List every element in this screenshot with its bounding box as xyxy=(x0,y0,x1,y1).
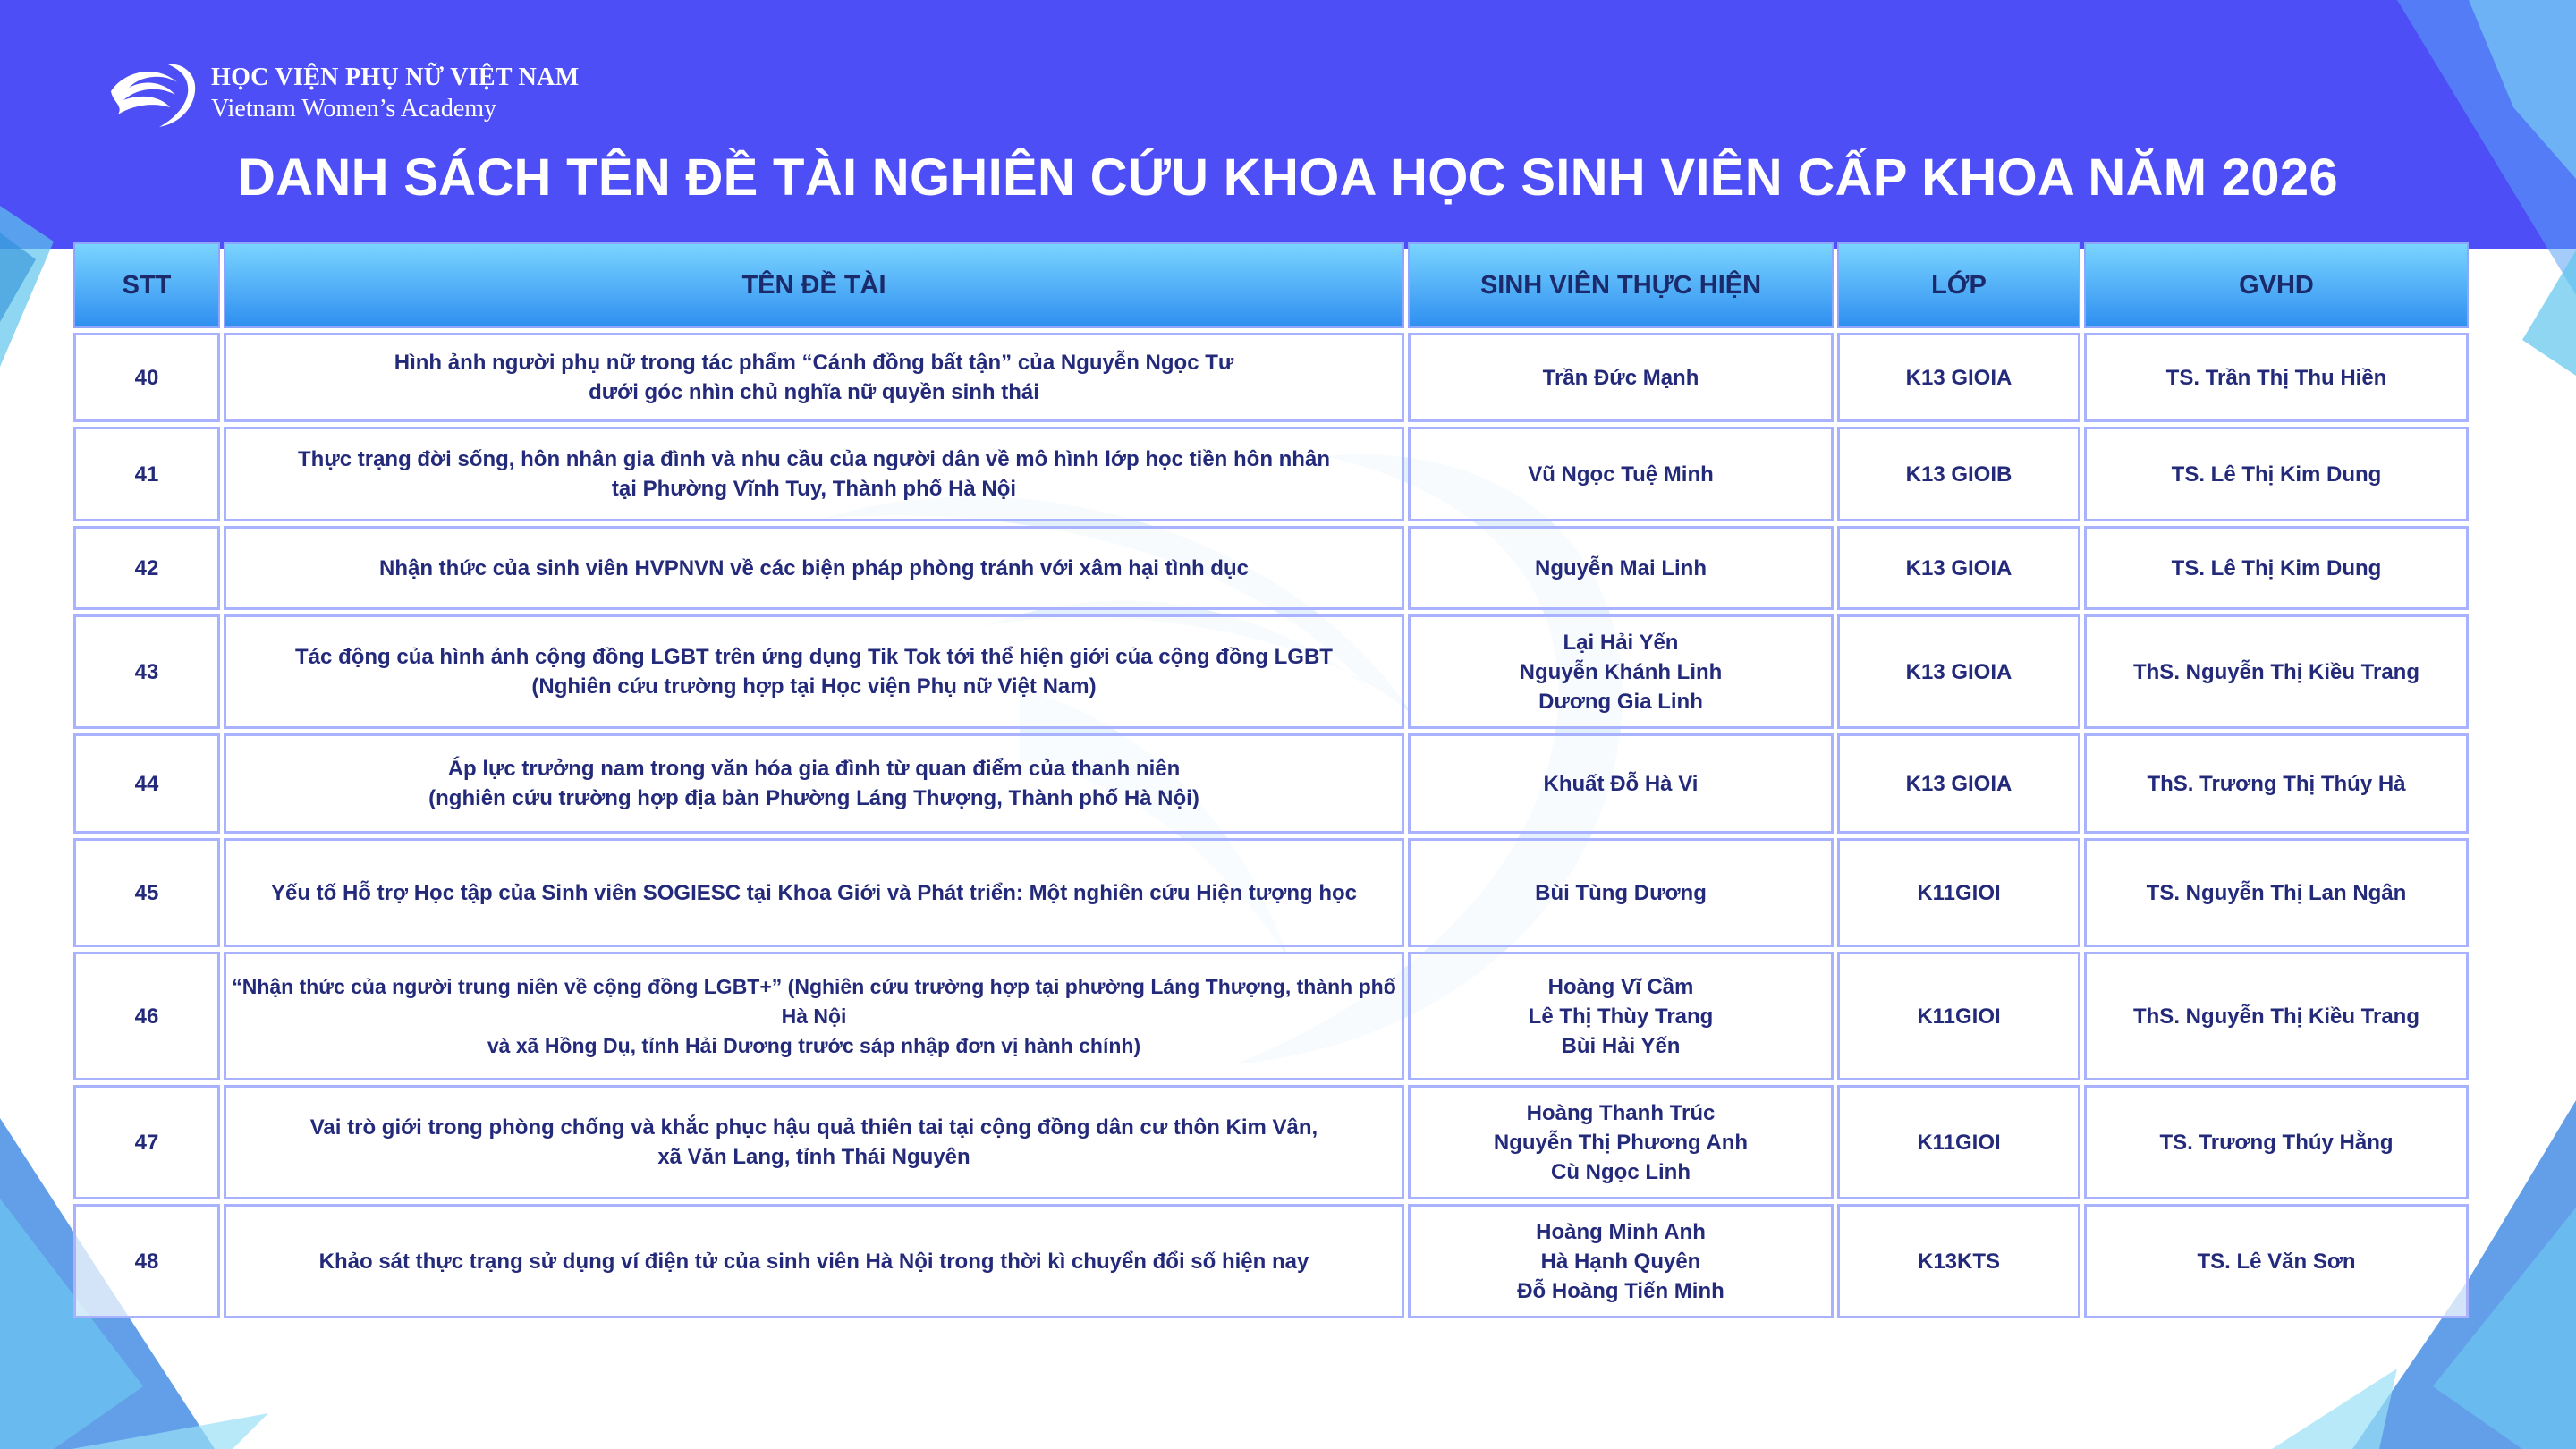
students-cell xyxy=(1408,333,1834,422)
class-cell: K11GIOI xyxy=(1837,952,2080,1080)
advisor-cell: ThS. Nguyễn Thị Kiều Trang xyxy=(2084,614,2469,729)
students-cell xyxy=(1408,952,1834,1080)
advisor-cell: ThS. Nguyễn Thị Kiều Trang xyxy=(2084,952,2469,1080)
advisor-cell: TS. Lê Văn Sơn xyxy=(2084,1204,2469,1318)
student-name: Lại Hải Yến xyxy=(1563,630,1679,655)
stt-cell: 48 xyxy=(73,1204,220,1318)
student-name: Lê Thị Thùy Trang xyxy=(1528,1004,1714,1029)
student-name: Bùi Hải Yến xyxy=(1561,1033,1681,1058)
advisor-cell: ThS. Trương Thị Thúy Hà xyxy=(2084,733,2469,834)
title-cell xyxy=(224,1204,1404,1318)
column-header-class: LỚP xyxy=(1837,242,2080,328)
table-row xyxy=(73,1085,2469,1199)
class-cell: K11GIOI xyxy=(1837,1085,2080,1199)
stt-cell: 41 xyxy=(73,427,220,521)
title-line: xã Văn Lang, tỉnh Thái Nguyên xyxy=(657,1145,970,1169)
student-name: Bùi Tùng Dương xyxy=(1535,880,1707,905)
class-cell: K13 GIOIA xyxy=(1837,614,2080,729)
swallow-logo-icon xyxy=(106,55,200,131)
title-cell xyxy=(224,526,1404,610)
students-cell xyxy=(1408,838,1834,947)
title-cell xyxy=(224,1085,1404,1199)
title-line: Hình ảnh người phụ nữ trong tác phẩm “Cánh đồng bất tận” của Nguyễn Ngọc Tư xyxy=(394,351,1234,375)
stt-cell: 44 xyxy=(73,733,220,834)
students-cell xyxy=(1408,1204,1834,1318)
title-line: Áp lực trưởng nam trong văn hóa gia đình từ quan điểm của thanh niên xyxy=(447,757,1181,781)
title-line: Khảo sát thực trạng sử dụng ví điện tử của sinh viên Hà Nội trong thời kì chuyển đổi số hiện nay xyxy=(318,1249,1309,1274)
topics-table xyxy=(70,238,2472,1323)
students-cell xyxy=(1408,427,1834,521)
advisor-cell: TS. Trương Thúy Hằng xyxy=(2084,1085,2469,1199)
advisor-cell: TS. Nguyễn Thị Lan Ngân xyxy=(2084,838,2469,947)
title-line: Tác động của hình ảnh cộng đồng LGBT trên ứng dụng Tik Tok tới thể hiện giới của cộng đồng LGBT xyxy=(295,645,1333,669)
student-name: Khuất Đỗ Hà Vi xyxy=(1543,771,1699,796)
stt-cell: 45 xyxy=(73,838,220,947)
column-header-title: TÊN ĐỀ TÀI xyxy=(224,242,1404,328)
class-cell: K13KTS xyxy=(1837,1204,2080,1318)
stt-cell: 43 xyxy=(73,614,220,729)
advisor-cell: TS. Lê Thị Kim Dung xyxy=(2084,427,2469,521)
table-row xyxy=(73,427,2469,521)
student-name: Hoàng Minh Anh xyxy=(1536,1219,1706,1244)
table-row xyxy=(73,733,2469,834)
students-cell xyxy=(1408,1085,1834,1199)
student-name: Hà Hạnh Quyên xyxy=(1540,1249,1701,1274)
org-name-vi: HỌC VIỆN PHỤ NỮ VIỆT NAM xyxy=(211,64,580,91)
title-line: Vai trò giới trong phòng chống và khắc phục hậu quả thiên tai tại cộng đồng dân cư thôn Kim Vân, xyxy=(309,1115,1318,1140)
title-line: Thực trạng đời sống, hôn nhân gia đình và nhu cầu của người dân về mô hình lớp học tiền hôn nhân xyxy=(298,447,1330,471)
table-row xyxy=(73,1204,2469,1318)
stt-cell: 40 xyxy=(73,333,220,422)
title-cell xyxy=(224,333,1404,422)
title-line: (nghiên cứu trường hợp địa bàn Phường Láng Thượng, Thành phố Hà Nội) xyxy=(428,786,1199,810)
table-row xyxy=(73,838,2469,947)
title-line: Nhận thức của sinh viên HVPNVN về các biện pháp phòng tránh với xâm hại tình dục xyxy=(379,555,1249,580)
column-header-stt: STT xyxy=(73,242,220,328)
column-header-advisor: GVHD xyxy=(2084,242,2469,328)
table-row xyxy=(73,333,2469,422)
student-name: Trần Đức Mạnh xyxy=(1542,365,1699,390)
students-cell xyxy=(1408,733,1834,834)
title-line: và xã Hồng Dụ, tỉnh Hải Dương trước sáp nhập đơn vị hành chính) xyxy=(487,1033,1141,1057)
student-name: Hoàng Vĩ Cầm xyxy=(1547,974,1694,999)
title-cell xyxy=(224,614,1404,729)
student-name: Vũ Ngọc Tuệ Minh xyxy=(1528,462,1714,487)
table-header-row xyxy=(73,242,2469,328)
title-cell xyxy=(224,952,1404,1080)
table-row xyxy=(73,952,2469,1080)
student-name: Dương Gia Linh xyxy=(1538,689,1703,714)
academy-logo xyxy=(106,55,579,131)
title-cell xyxy=(224,733,1404,834)
title-line: dưới góc nhìn chủ nghĩa nữ quyền sinh thái xyxy=(589,380,1039,404)
student-name: Nguyễn Thị Phương Anh xyxy=(1493,1130,1749,1155)
stt-cell: 46 xyxy=(73,952,220,1080)
class-cell: K13 GIOIA xyxy=(1837,526,2080,610)
stt-cell: 42 xyxy=(73,526,220,610)
org-name-en: Vietnam Women’s Academy xyxy=(211,95,497,123)
class-cell: K11GIOI xyxy=(1837,838,2080,947)
student-name: Nguyễn Mai Linh xyxy=(1535,555,1707,580)
title-line: (Nghiên cứu trường hợp tại Học viện Phụ nữ Việt Nam) xyxy=(531,674,1097,699)
student-name: Hoàng Thanh Trúc xyxy=(1526,1100,1716,1125)
student-name: Nguyễn Khánh Linh xyxy=(1519,659,1723,684)
students-cell xyxy=(1408,526,1834,610)
table-row xyxy=(73,614,2469,729)
class-cell: K13 GIOIA xyxy=(1837,333,2080,422)
title-line: Yếu tố Hỗ trợ Học tập của Sinh viên SOGIESC tại Khoa Giới và Phát triển: Một nghiên cứu Hiện tượng học xyxy=(270,880,1358,905)
title-line: “Nhận thức của người trung niên về cộng đồng LGBT+” (Nghiên cứu trường hợp tại phường Láng Thượng, thành phố Hà Nội xyxy=(232,974,1396,1028)
students-cell xyxy=(1408,614,1834,729)
class-cell: K13 GIOIB xyxy=(1837,427,2080,521)
column-header-students: SINH VIÊN THỰC HIỆN xyxy=(1408,242,1834,328)
student-name: Cù Ngọc Linh xyxy=(1551,1159,1690,1184)
advisor-cell: TS. Lê Thị Kim Dung xyxy=(2084,526,2469,610)
advisor-cell: TS. Trần Thị Thu Hiền xyxy=(2084,333,2469,422)
student-name: Đỗ Hoàng Tiến Minh xyxy=(1517,1278,1724,1303)
stt-cell: 47 xyxy=(73,1085,220,1199)
class-cell: K13 GIOIA xyxy=(1837,733,2080,834)
table-row xyxy=(73,526,2469,610)
title-cell xyxy=(224,427,1404,521)
title-line: tại Phường Vĩnh Tuy, Thành phố Hà Nội xyxy=(611,477,1017,501)
corner-decoration-top-left xyxy=(0,206,63,367)
page-title: DANH SÁCH TÊN ĐỀ TÀI NGHIÊN CỨU KHOA HỌC SINH VIÊN CẤP KHOA NĂM 2026 xyxy=(238,148,2338,207)
title-cell xyxy=(224,838,1404,947)
